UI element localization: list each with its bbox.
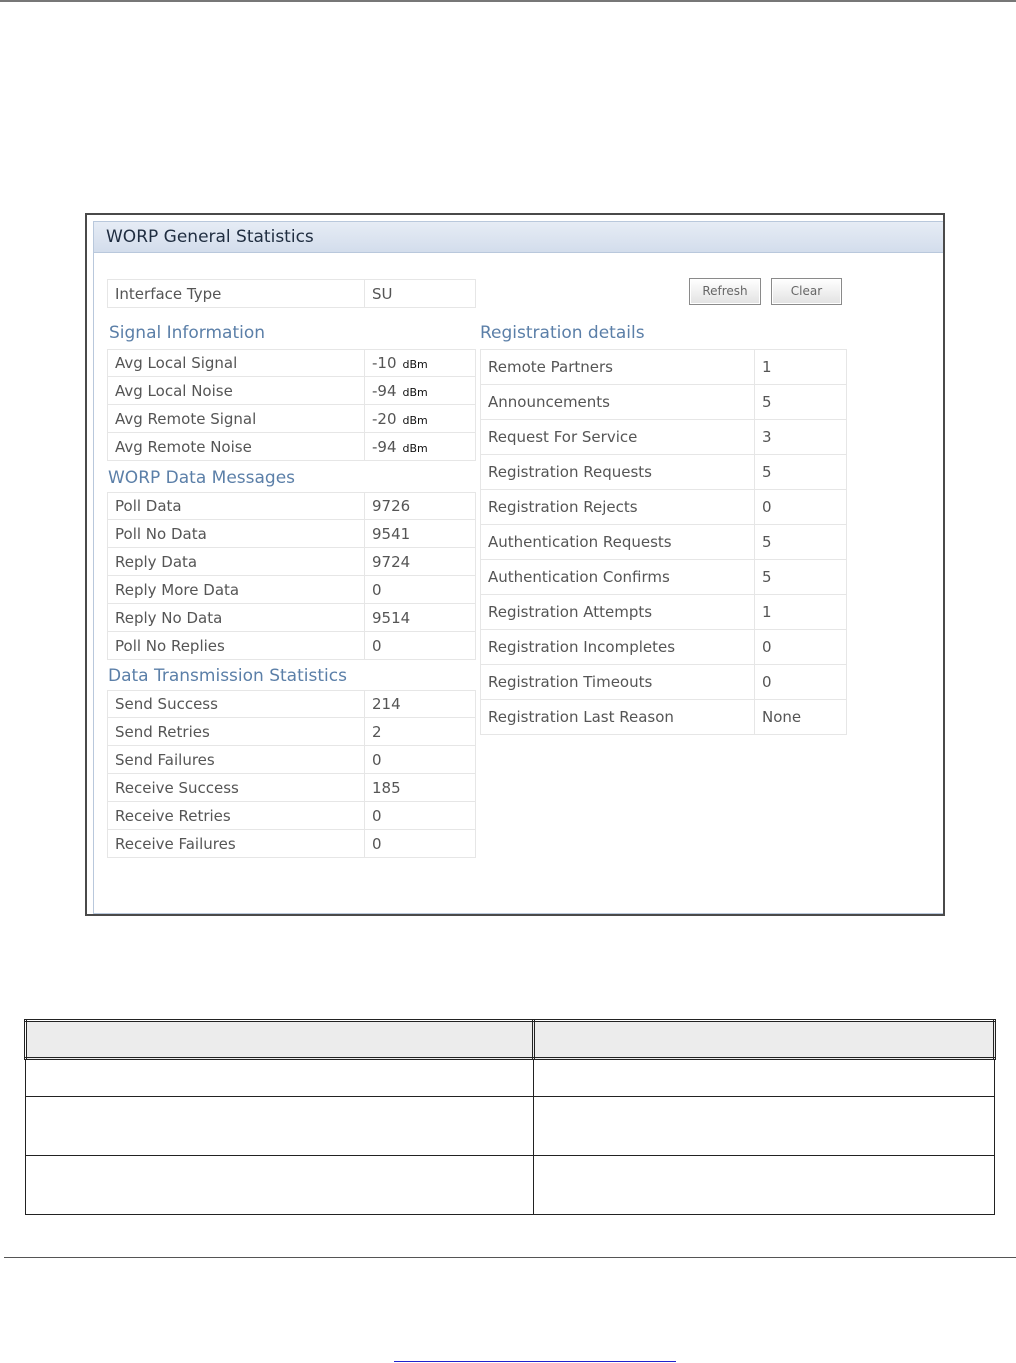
row-value: 0 — [755, 665, 847, 700]
row-label: Poll No Data — [108, 520, 365, 548]
table-row — [108, 632, 476, 660]
table-row — [108, 718, 476, 746]
row-label: Reply More Data — [108, 576, 365, 604]
table-row — [108, 377, 476, 405]
row-value: 0 — [365, 576, 476, 604]
row-value — [365, 377, 476, 405]
row-label: Remote Partners — [481, 350, 755, 385]
table-row — [481, 595, 847, 630]
row-label: Registration Rejects — [481, 490, 755, 525]
table-row — [481, 560, 847, 595]
table-row — [108, 548, 476, 576]
table-header-cell — [26, 1021, 534, 1059]
table-row — [108, 604, 476, 632]
table-header-row — [26, 1021, 995, 1059]
unit-label: dBm — [402, 441, 428, 455]
row-value: 9724 — [365, 548, 476, 576]
footer-link-underline[interactable] — [394, 1361, 676, 1362]
worp-statistics-panel — [85, 213, 945, 916]
row-value: 0 — [755, 630, 847, 665]
table-row — [481, 385, 847, 420]
interface-type-value: SU — [365, 280, 476, 308]
row-label: Avg Local Noise — [108, 377, 365, 405]
signal-value: -10 — [372, 354, 397, 372]
table-row — [481, 350, 847, 385]
worp-data-messages-title: WORP Data Messages — [108, 468, 296, 488]
table-cell — [26, 1059, 534, 1097]
unit-label: dBm — [402, 358, 428, 371]
row-value — [365, 350, 476, 377]
table-row — [108, 405, 476, 433]
row-label: Registration Last Reason — [481, 700, 755, 735]
row-value: 0 — [365, 830, 476, 858]
row-label: Avg Remote Noise — [108, 433, 365, 461]
unit-label: dBm — [402, 385, 428, 399]
row-value: 5 — [755, 560, 847, 595]
interface-type-label: Interface Type — [108, 280, 365, 308]
row-value: 0 — [365, 632, 476, 660]
row-value: 214 — [365, 691, 476, 718]
row-value: 1 — [755, 595, 847, 630]
signal-value: -94 — [372, 381, 397, 400]
table-row — [108, 691, 476, 718]
table-row — [108, 520, 476, 548]
table-row — [481, 455, 847, 490]
table-row — [26, 1059, 995, 1097]
table-row — [108, 350, 476, 377]
signal-information-title: Signal Information — [109, 323, 266, 343]
table-row — [108, 830, 476, 858]
row-value: 0 — [365, 746, 476, 774]
panel-body — [93, 221, 943, 914]
worp-data-messages-table — [107, 492, 476, 660]
table-cell — [534, 1097, 995, 1156]
table-row — [481, 630, 847, 665]
table-row — [108, 576, 476, 604]
row-label: Authentication Confirms — [481, 560, 755, 595]
table-row — [481, 700, 847, 735]
table-row — [481, 490, 847, 525]
row-label: Reply Data — [108, 548, 365, 576]
row-label: Receive Failures — [108, 830, 365, 858]
row-value: None — [755, 700, 847, 735]
row-label: Poll No Replies — [108, 632, 365, 660]
row-value: 3 — [755, 420, 847, 455]
registration-details-title: Registration details — [480, 323, 645, 343]
row-label: Receive Success — [108, 774, 365, 802]
registration-details-table — [480, 349, 847, 735]
row-value: 9541 — [365, 520, 476, 548]
row-label: Send Failures — [108, 746, 365, 774]
table-header-cell — [534, 1021, 995, 1059]
data-transmission-title: Data Transmission Statistics — [108, 666, 347, 686]
row-value: 2 — [365, 718, 476, 746]
row-label: Send Retries — [108, 718, 365, 746]
row-label: Avg Remote Signal — [108, 405, 365, 433]
table-cell — [534, 1156, 995, 1215]
row-value: 9514 — [365, 604, 476, 632]
refresh-button[interactable]: Refresh — [689, 278, 761, 305]
row-label: Registration Attempts — [481, 595, 755, 630]
row-value: 0 — [365, 802, 476, 830]
row-label: Announcements — [481, 385, 755, 420]
table-row — [481, 525, 847, 560]
footer-rule — [4, 1257, 1016, 1258]
row-label: Reply No Data — [108, 604, 365, 632]
row-label: Registration Timeouts — [481, 665, 755, 700]
row-value: 9726 — [365, 493, 476, 520]
panel-title: WORP General Statistics — [94, 222, 943, 253]
row-value: 0 — [755, 490, 847, 525]
row-value — [365, 433, 476, 461]
row-label: Avg Local Signal — [108, 350, 365, 377]
top-rule — [0, 0, 1016, 2]
row-value: 1 — [755, 350, 847, 385]
clear-button[interactable]: Clear — [771, 278, 842, 305]
row-label: Registration Requests — [481, 455, 755, 490]
table-cell — [26, 1097, 534, 1156]
table-row — [108, 493, 476, 520]
row-value: 5 — [755, 525, 847, 560]
row-value — [365, 405, 476, 433]
table-row — [108, 280, 476, 308]
table-row — [26, 1097, 995, 1156]
row-label: Poll Data — [108, 493, 365, 520]
table-row — [108, 774, 476, 802]
row-value: 5 — [755, 455, 847, 490]
document-table — [24, 1019, 996, 1215]
table-row — [481, 420, 847, 455]
row-label: Send Success — [108, 691, 365, 718]
table-cell — [26, 1156, 534, 1215]
table-row — [108, 433, 476, 461]
row-label: Receive Retries — [108, 802, 365, 830]
unit-label: dBm — [402, 413, 428, 427]
table-row — [108, 802, 476, 830]
row-label: Request For Service — [481, 420, 755, 455]
table-row — [26, 1156, 995, 1215]
table-row — [108, 746, 476, 774]
table-cell — [534, 1059, 995, 1097]
signal-information-table — [107, 349, 476, 461]
row-label: Registration Incompletes — [481, 630, 755, 665]
interface-type-table — [107, 279, 476, 308]
signal-value: -20 — [372, 409, 397, 428]
table-row — [481, 665, 847, 700]
row-value: 5 — [755, 385, 847, 420]
row-label: Authentication Requests — [481, 525, 755, 560]
signal-value: -94 — [372, 437, 397, 456]
row-value: 185 — [365, 774, 476, 802]
data-transmission-table — [107, 690, 476, 858]
